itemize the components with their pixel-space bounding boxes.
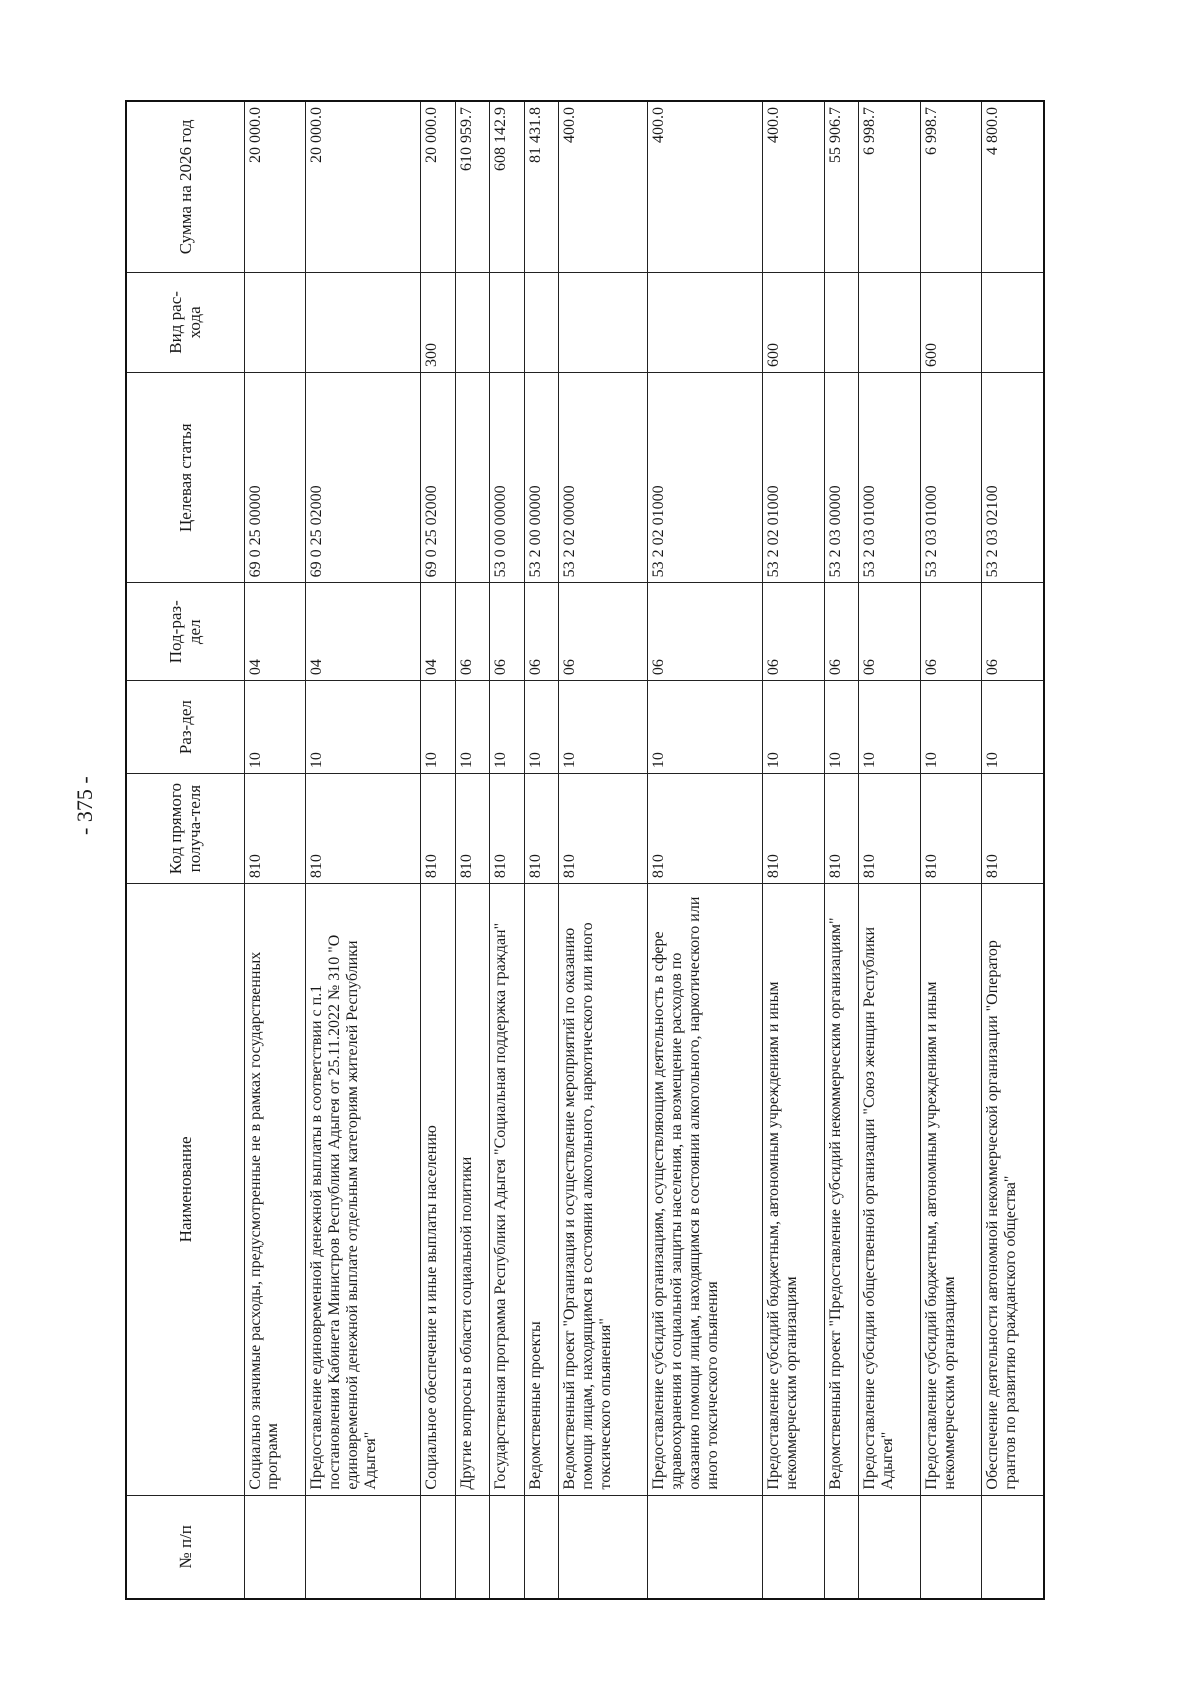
cell-num xyxy=(305,1495,420,1599)
cell-kind xyxy=(859,272,920,372)
cell-section: 10 xyxy=(647,681,762,774)
table-row xyxy=(920,101,981,1599)
cell-section: 10 xyxy=(490,681,525,774)
cell-code: 810 xyxy=(305,774,420,884)
cell-target: 53 2 03 01000 xyxy=(859,373,920,583)
cell-code: 810 xyxy=(421,774,456,884)
table-row xyxy=(244,101,305,1599)
cell-name: Предоставление субсидий бюджетным, автономным учреждениям и иным некоммерческим организациям xyxy=(920,884,981,1495)
cell-num xyxy=(524,1495,559,1599)
cell-name: Обеспечение деятельности автономной некоммерческой организации "Оператор грантов по развитию гражданского общества" xyxy=(982,884,1044,1495)
cell-sum: 6 998.7 xyxy=(859,101,920,272)
cell-num xyxy=(421,1495,456,1599)
cell-section: 10 xyxy=(524,681,559,774)
cell-section: 10 xyxy=(859,681,920,774)
cell-target: 69 0 25 02000 xyxy=(421,373,456,583)
header-code: Код прямого получа-теля xyxy=(126,774,244,884)
cell-target: 53 2 02 00000 xyxy=(559,373,647,583)
cell-subsection: 06 xyxy=(455,583,490,681)
cell-kind: 600 xyxy=(920,272,981,372)
cell-section: 10 xyxy=(305,681,420,774)
cell-sum: 610 959.7 xyxy=(455,101,490,272)
cell-num xyxy=(763,1495,824,1599)
table-row xyxy=(455,101,490,1599)
page-number: - 375 - xyxy=(72,776,97,835)
cell-target: 69 0 25 00000 xyxy=(244,373,305,583)
cell-section: 10 xyxy=(421,681,456,774)
table-row xyxy=(524,101,559,1599)
cell-num xyxy=(859,1495,920,1599)
cell-sum: 55 906.7 xyxy=(824,101,859,272)
table-row xyxy=(859,101,920,1599)
cell-sum: 400.0 xyxy=(647,101,762,272)
cell-subsection: 06 xyxy=(490,583,525,681)
cell-code: 810 xyxy=(455,774,490,884)
cell-kind xyxy=(524,272,559,372)
cell-kind: 300 xyxy=(421,272,456,372)
cell-sum: 400.0 xyxy=(559,101,647,272)
header-sum: Сумма на 2026 год xyxy=(126,101,244,272)
cell-section: 10 xyxy=(244,681,305,774)
cell-section: 10 xyxy=(763,681,824,774)
header-name: Наименование xyxy=(126,884,244,1495)
cell-target: 53 2 00 00000 xyxy=(524,373,559,583)
cell-code: 810 xyxy=(920,774,981,884)
cell-sum: 20 000.0 xyxy=(421,101,456,272)
cell-target: 53 2 02 01000 xyxy=(647,373,762,583)
cell-name: Другие вопросы в области социальной политики xyxy=(455,884,490,1495)
cell-section: 10 xyxy=(982,681,1044,774)
cell-kind xyxy=(647,272,762,372)
table-row xyxy=(824,101,859,1599)
cell-target: 53 2 02 01000 xyxy=(763,373,824,583)
table-body xyxy=(244,101,1044,1599)
cell-kind xyxy=(490,272,525,372)
cell-name: Предоставление субсидий организациям, осуществляющим деятельность в сфере здравоохранения и социальной защиты населения, на возмещение расходов по оказанию помощи лицам, находящимся в состоянии алкогольного, наркотического или иного токсического опьянения xyxy=(647,884,762,1495)
table-header xyxy=(126,101,244,1599)
cell-kind xyxy=(244,272,305,372)
cell-name: Предоставление субсидии общественной организации "Союз женщин Республики Адыгея" xyxy=(859,884,920,1495)
cell-num xyxy=(244,1495,305,1599)
cell-kind xyxy=(982,272,1044,372)
cell-code: 810 xyxy=(763,774,824,884)
cell-code: 810 xyxy=(524,774,559,884)
table-row xyxy=(647,101,762,1599)
cell-kind: 600 xyxy=(763,272,824,372)
table-row xyxy=(490,101,525,1599)
cell-name: Ведомственный проект "Предоставление субсидий некоммерческим организациям" xyxy=(824,884,859,1495)
cell-name: Ведомственный проект "Организация и осуществление мероприятий по оказанию помощи лицам, находящимся в состоянии алкогольного, наркотического или иного токсического опьянения" xyxy=(559,884,647,1495)
table-row xyxy=(982,101,1044,1599)
cell-code: 810 xyxy=(859,774,920,884)
cell-sum: 400.0 xyxy=(763,101,824,272)
cell-code: 810 xyxy=(824,774,859,884)
cell-subsection: 06 xyxy=(859,583,920,681)
cell-subsection: 06 xyxy=(982,583,1044,681)
cell-num xyxy=(490,1495,525,1599)
cell-section: 10 xyxy=(455,681,490,774)
cell-target: 53 2 03 02100 xyxy=(982,373,1044,583)
cell-code: 810 xyxy=(982,774,1044,884)
cell-sum: 608 142.9 xyxy=(490,101,525,272)
header-target: Целевая статья xyxy=(126,373,244,583)
cell-name: Государственная программа Республики Адыгея "Социальная поддержка граждан" xyxy=(490,884,525,1495)
cell-kind xyxy=(305,272,420,372)
cell-kind xyxy=(559,272,647,372)
cell-kind xyxy=(455,272,490,372)
cell-num xyxy=(982,1495,1044,1599)
table-row xyxy=(763,101,824,1599)
cell-num xyxy=(559,1495,647,1599)
cell-sum: 81 431.8 xyxy=(524,101,559,272)
cell-subsection: 06 xyxy=(920,583,981,681)
cell-target: 53 0 00 00000 xyxy=(490,373,525,583)
cell-num xyxy=(824,1495,859,1599)
header-num: № п/п xyxy=(126,1495,244,1599)
cell-target: 69 0 25 02000 xyxy=(305,373,420,583)
cell-name: Предоставление субсидий бюджетным, автономным учреждениям и иным некоммерческим организациям xyxy=(763,884,824,1495)
cell-subsection: 06 xyxy=(647,583,762,681)
cell-subsection: 04 xyxy=(305,583,420,681)
cell-kind xyxy=(824,272,859,372)
cell-section: 10 xyxy=(559,681,647,774)
cell-name: Социальное обеспечение и иные выплаты населению xyxy=(421,884,456,1495)
cell-target: 53 2 03 01000 xyxy=(920,373,981,583)
cell-code: 810 xyxy=(244,774,305,884)
cell-sum: 4 800.0 xyxy=(982,101,1044,272)
cell-subsection: 06 xyxy=(763,583,824,681)
cell-name: Социально значимые расходы, предусмотренные не в рамках государственных программ xyxy=(244,884,305,1495)
cell-sum: 20 000.0 xyxy=(305,101,420,272)
cell-target xyxy=(455,373,490,583)
cell-subsection: 04 xyxy=(244,583,305,681)
cell-target: 53 2 03 00000 xyxy=(824,373,859,583)
cell-sum: 6 998.7 xyxy=(920,101,981,272)
header-kind: Вид рас-хода xyxy=(126,272,244,372)
header-subsection: Под-раз-дел xyxy=(126,583,244,681)
cell-subsection: 06 xyxy=(824,583,859,681)
cell-subsection: 04 xyxy=(421,583,456,681)
cell-sum: 20 000.0 xyxy=(244,101,305,272)
cell-num xyxy=(455,1495,490,1599)
table-row xyxy=(421,101,456,1599)
cell-code: 810 xyxy=(490,774,525,884)
cell-subsection: 06 xyxy=(524,583,559,681)
header-section: Раз-дел xyxy=(126,681,244,774)
cell-num xyxy=(647,1495,762,1599)
cell-name: Ведомственные проекты xyxy=(524,884,559,1495)
table-row xyxy=(559,101,647,1599)
cell-section: 10 xyxy=(824,681,859,774)
cell-code: 810 xyxy=(647,774,762,884)
cell-code: 810 xyxy=(559,774,647,884)
cell-num xyxy=(920,1495,981,1599)
budget-table-container xyxy=(125,100,1045,1600)
cell-name: Предоставление единовременной денежной выплаты в соответствии с п.1 постановления Кабинета Министров Республики Адыгея от 25.11.2022 № 310 "О единовременной денежной выплате отдельным категориям жителей Республики Адыгея" xyxy=(305,884,420,1495)
budget-table xyxy=(125,100,1045,1600)
cell-subsection: 06 xyxy=(559,583,647,681)
table-row xyxy=(305,101,420,1599)
cell-section: 10 xyxy=(920,681,981,774)
